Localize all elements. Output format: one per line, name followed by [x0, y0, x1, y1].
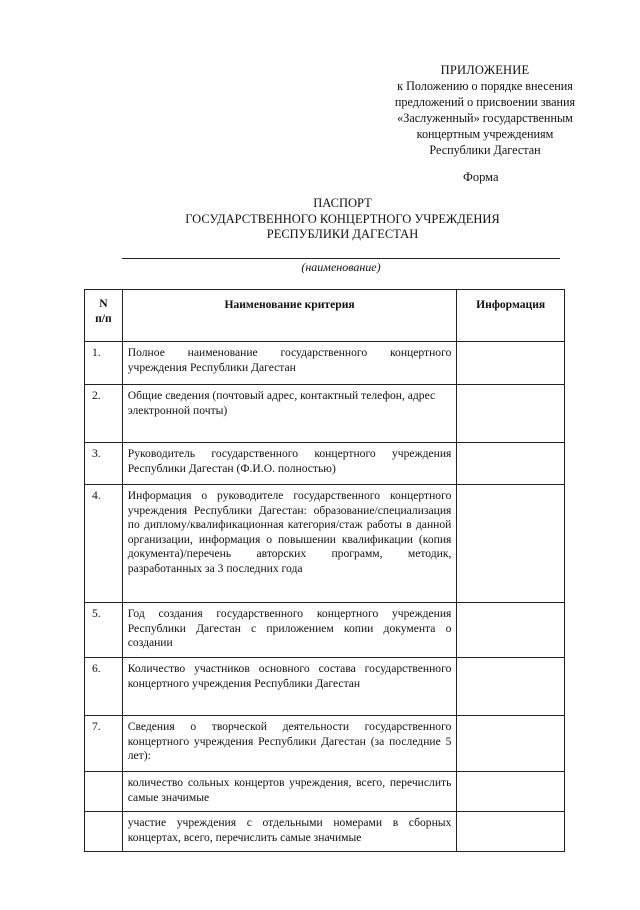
appendix-line: концертным учреждениям — [416, 127, 554, 141]
row-number: 7. — [85, 716, 123, 772]
table-row — [85, 443, 565, 485]
row-information-cell[interactable] — [457, 716, 565, 772]
table-row — [85, 812, 565, 852]
row-number: 3. — [85, 443, 123, 485]
appendix-line: «Заслуженный» государственным — [397, 111, 573, 125]
row-criterion: Руководитель государственного концертного учреждения Республики Дагестан (Ф.И.О. полностью) — [122, 443, 457, 485]
row-criterion: Сведения о творческой деятельности государственного концертного учреждения Республики Дагестан (за последние 5 лет): — [122, 716, 457, 772]
row-information-cell[interactable] — [457, 443, 565, 485]
row-criterion: Полное наименование государственного концертного учреждения Республики Дагестан — [122, 342, 457, 385]
row-number — [85, 812, 123, 852]
header-information: Информация — [457, 290, 565, 342]
row-information-cell[interactable] — [457, 485, 565, 603]
row-number: 1. — [85, 342, 123, 385]
form-label: Форма — [463, 170, 499, 184]
table-row — [85, 485, 565, 603]
table-row — [85, 342, 565, 385]
table-row — [85, 603, 565, 658]
appendix-block — [385, 62, 585, 158]
table-row — [85, 716, 565, 772]
name-blank-line — [122, 258, 560, 259]
row-criterion: Год создания государственного концертного учреждения Республики Дагестан с приложением копии документа о создании — [122, 603, 457, 658]
row-criterion: участие учреждения с отдельными номерами в сборных концертах, всего, перечислить самые значимые — [122, 812, 457, 852]
row-number: 2. — [85, 385, 123, 443]
row-information-cell[interactable] — [457, 603, 565, 658]
header-number-bottom: п/п — [95, 312, 112, 325]
passport-heading — [120, 196, 565, 243]
appendix-line: Республики Дагестан — [429, 143, 541, 157]
name-hint: (наименование) — [301, 260, 381, 274]
criteria-table — [84, 289, 565, 852]
row-information-cell[interactable] — [457, 385, 565, 443]
header-number — [85, 290, 123, 342]
row-number: 4. — [85, 485, 123, 603]
row-criterion: Количество участников основного состава государственного концертного учреждения Республики Дагестан — [122, 658, 457, 716]
row-number: 5. — [85, 603, 123, 658]
row-criterion: количество сольных концертов учреждения, всего, перечислить самые значимые — [122, 772, 457, 812]
row-number — [85, 772, 123, 812]
table-row — [85, 658, 565, 716]
row-number: 6. — [85, 658, 123, 716]
row-information-cell[interactable] — [457, 772, 565, 812]
appendix-line: предложений о присвоении звания — [394, 95, 576, 109]
header-criterion: Наименование критерия — [122, 290, 457, 342]
appendix-line: к Положению о порядке внесения — [397, 79, 573, 93]
appendix-title: ПРИЛОЖЕНИЕ — [440, 63, 530, 77]
header-number-top: N — [99, 297, 108, 310]
passport-title: ПАСПОРТ — [313, 196, 372, 210]
table-row — [85, 385, 565, 443]
row-information-cell[interactable] — [457, 812, 565, 852]
table-row — [85, 772, 565, 812]
row-criterion: Общие сведения (почтовый адрес, контактный телефон, адрес электронной почты) — [122, 385, 457, 443]
row-information-cell[interactable] — [457, 342, 565, 385]
passport-subtitle: ГОСУДАРСТВЕННОГО КОНЦЕРТНОГО УЧРЕЖДЕНИЯ — [185, 211, 500, 226]
row-criterion: Информация о руководителе государственного концертного учреждения Республики Дагестан: образование/специализация по диплому/квалификационная категория/стаж работы в данной организации, информация о повышении квалификации (копия документа)/перечень авторских программ, методик, разработанных за 3 последних года — [122, 485, 457, 603]
row-information-cell[interactable] — [457, 658, 565, 716]
table-header-row — [85, 290, 565, 342]
passport-subtitle: РЕСПУБЛИКИ ДАГЕСТАН — [266, 227, 419, 241]
